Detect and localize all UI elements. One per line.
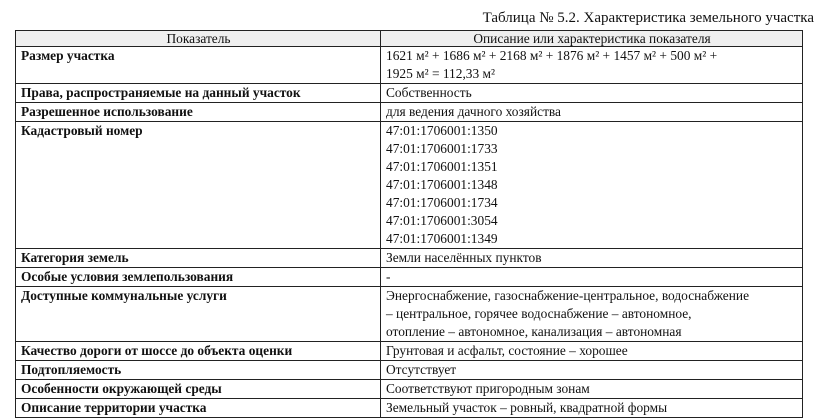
value-line: 47:01:1706001:1348 bbox=[386, 177, 498, 192]
value-line: Грунтовая и асфальт, состояние – хорошее bbox=[386, 343, 628, 358]
land-plot-table bbox=[15, 30, 803, 418]
value-line: 47:01:1706001:1350 bbox=[386, 123, 498, 138]
row-value bbox=[381, 103, 803, 122]
row-value bbox=[381, 380, 803, 399]
row-label: Кадастровый номер bbox=[16, 122, 381, 249]
table-row bbox=[16, 361, 803, 380]
row-label: Особенности окружающей среды bbox=[16, 380, 381, 399]
row-value bbox=[381, 47, 803, 84]
row-value bbox=[381, 361, 803, 380]
table-caption: Таблица № 5.2. Характеристика земельного участка bbox=[482, 10, 814, 26]
row-label: Размер участка bbox=[16, 47, 381, 84]
table-row bbox=[16, 268, 803, 287]
row-label: Категория земель bbox=[16, 249, 381, 268]
value-line: отопление – автономное, канализация – автономная bbox=[386, 324, 682, 339]
table-row bbox=[16, 249, 803, 268]
value-line: Собственность bbox=[386, 85, 472, 100]
table-row bbox=[16, 380, 803, 399]
table-row bbox=[16, 399, 803, 418]
value-line: - bbox=[386, 269, 391, 284]
row-label: Особые условия землепользования bbox=[16, 268, 381, 287]
row-value bbox=[381, 249, 803, 268]
table-row bbox=[16, 103, 803, 122]
table-body bbox=[16, 47, 803, 418]
table-row bbox=[16, 47, 803, 84]
header-description: Описание или характеристика показателя bbox=[381, 31, 803, 47]
value-line: 47:01:1706001:1351 bbox=[386, 159, 498, 174]
value-line: Земли населённых пунктов bbox=[386, 250, 542, 265]
row-value bbox=[381, 399, 803, 418]
table-row bbox=[16, 122, 803, 249]
table-row bbox=[16, 287, 803, 342]
value-line: Отсутствует bbox=[386, 362, 457, 377]
row-value bbox=[381, 122, 803, 249]
value-line: Энергоснабжение, газоснабжение-центральное, водоснабжение bbox=[386, 288, 750, 303]
value-line: Соответствуют пригородным зонам bbox=[386, 381, 590, 396]
row-value bbox=[381, 287, 803, 342]
table-header-row bbox=[16, 31, 803, 47]
value-line: – центральное, горячее водоснабжение – автономное, bbox=[386, 306, 692, 321]
value-line: 47:01:1706001:1349 bbox=[386, 231, 498, 246]
row-label: Описание территории участка bbox=[16, 399, 381, 418]
row-label: Подтопляемость bbox=[16, 361, 381, 380]
row-label: Права, распространяемые на данный участок bbox=[16, 84, 381, 103]
value-line: 47:01:1706001:3054 bbox=[386, 213, 498, 228]
value-line: 1925 м² = 112,33 м² bbox=[386, 66, 496, 81]
value-line: для ведения дачного хозяйства bbox=[386, 104, 562, 119]
row-label: Качество дороги от шоссе до объекта оценки bbox=[16, 342, 381, 361]
row-value bbox=[381, 84, 803, 103]
row-value bbox=[381, 268, 803, 287]
row-label: Доступные коммунальные услуги bbox=[16, 287, 381, 342]
row-label: Разрешенное использование bbox=[16, 103, 381, 122]
row-value bbox=[381, 342, 803, 361]
value-line: 47:01:1706001:1734 bbox=[386, 195, 498, 210]
value-line: Земельный участок – ровный, квадратной формы bbox=[386, 400, 668, 415]
value-line: 47:01:1706001:1733 bbox=[386, 141, 498, 156]
table-row bbox=[16, 84, 803, 103]
table-row bbox=[16, 342, 803, 361]
header-indicator: Показатель bbox=[16, 31, 381, 47]
value-line: 1621 м² + 1686 м² + 2168 м² + 1876 м² + 1457 м² + 500 м² + bbox=[386, 48, 718, 63]
